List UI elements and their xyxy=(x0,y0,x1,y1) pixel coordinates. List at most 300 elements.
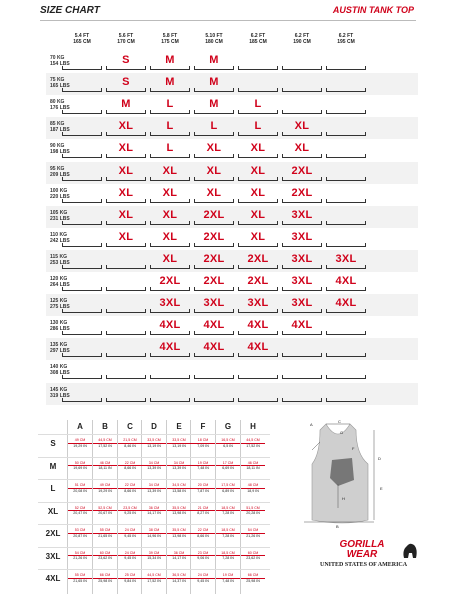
measure-in: 21,65 IN xyxy=(98,533,112,538)
cell-bracket xyxy=(282,177,322,181)
cell-bracket xyxy=(282,398,322,402)
cell-bracket xyxy=(282,199,322,203)
measure-cell xyxy=(93,573,117,583)
recommended-size: M xyxy=(209,54,219,66)
size-cell xyxy=(192,117,236,139)
cell-bracket xyxy=(238,199,278,203)
recommended-size: XL xyxy=(250,164,266,177)
size-cell xyxy=(192,139,236,161)
measure-cell xyxy=(118,573,142,583)
cell-bracket xyxy=(238,88,278,92)
measure-cm: 22 CM xyxy=(118,461,142,467)
measure-cm: 34,5 CM xyxy=(167,483,191,489)
measure-cell xyxy=(216,528,240,538)
cell-bracket xyxy=(238,132,278,136)
height-header-row xyxy=(0,33,452,51)
cell-bracket xyxy=(238,375,278,379)
measure-cell xyxy=(167,438,191,448)
recommended-size: 2XL xyxy=(247,252,269,265)
measure-in: 9,84 IN xyxy=(124,578,136,583)
measure-cell xyxy=(68,506,92,516)
measure-in: 13,19 IN xyxy=(172,443,186,448)
size-cell xyxy=(280,360,324,382)
measure-cell xyxy=(216,551,240,561)
recommended-size: XL xyxy=(118,120,134,133)
measure-cell xyxy=(142,438,166,448)
size-cell xyxy=(280,51,324,73)
size-cell xyxy=(192,95,236,117)
size-cell xyxy=(60,360,104,382)
measure-in: 7,87 IN xyxy=(197,488,209,493)
measure-cell xyxy=(191,551,215,561)
size-cell xyxy=(192,316,236,338)
size-cell xyxy=(148,162,192,184)
measure-cm: 51 CM xyxy=(68,483,92,489)
size-cell xyxy=(280,294,324,316)
measure-in: 19,29 IN xyxy=(73,443,87,448)
size-cell xyxy=(148,272,192,294)
weight-row xyxy=(46,95,418,117)
cell-bracket xyxy=(62,177,102,181)
recommended-size: 4XL xyxy=(159,341,181,354)
measure-in: 21,65 IN xyxy=(73,578,87,583)
measure-cell xyxy=(191,573,215,583)
measure-cm: 19 CM xyxy=(216,573,240,579)
measure-in: 14,17 IN xyxy=(147,511,161,515)
diagram-label: F xyxy=(352,446,355,451)
measure-size-label: 4XL xyxy=(45,574,61,583)
size-cell xyxy=(148,51,192,73)
weight-kg: 135 KG xyxy=(50,342,68,349)
weight-row xyxy=(46,272,418,294)
measure-cell xyxy=(216,438,240,448)
measure-cm: 49 CM xyxy=(68,438,92,444)
measure-in: 9,06 IN xyxy=(197,556,209,560)
cell-bracket xyxy=(238,66,278,70)
recommended-size: XL xyxy=(250,186,266,199)
cell-bracket xyxy=(282,221,322,225)
size-cell xyxy=(324,383,368,405)
cell-bracket xyxy=(282,331,322,335)
cell-bracket xyxy=(62,221,102,225)
cell-bracket xyxy=(326,331,366,335)
size-cell xyxy=(148,73,192,95)
recommended-size: 4XL xyxy=(247,341,269,354)
size-cell xyxy=(104,360,148,382)
measure-in: 6,89 IN xyxy=(222,488,234,493)
weight-kg: 110 KG xyxy=(50,231,67,238)
size-cell xyxy=(280,206,324,228)
size-cell xyxy=(148,117,192,139)
size-cell xyxy=(280,272,324,294)
cell-bracket xyxy=(194,66,234,70)
cell-bracket xyxy=(194,132,234,136)
diagram-label: A xyxy=(310,422,313,427)
size-cell xyxy=(280,338,324,360)
measure-cell xyxy=(191,461,215,471)
height-column-header xyxy=(192,33,236,45)
height-ft: 6.2 FT xyxy=(294,33,310,39)
cell-bracket xyxy=(282,110,322,114)
cell-bracket xyxy=(150,154,190,158)
size-cell xyxy=(324,294,368,316)
measure-in: 9,45 IN xyxy=(124,533,136,538)
measure-cm: 23,5 CM xyxy=(118,506,142,512)
measure-row xyxy=(38,479,270,500)
measure-cm: 16,5 CM xyxy=(216,438,240,444)
height-ft: 5.4 FT xyxy=(74,33,90,39)
measure-cm: 60 CM xyxy=(241,551,265,557)
height-cm: 195 CM xyxy=(337,39,355,45)
weight-kg: 125 KG xyxy=(50,298,68,305)
size-cell xyxy=(192,383,236,405)
measure-cm: 46 CM xyxy=(93,461,117,467)
recommended-size: L xyxy=(254,98,262,111)
measure-size-label: L xyxy=(50,484,56,493)
size-cell xyxy=(60,51,104,73)
diagram-label: E xyxy=(380,486,383,491)
size-cell xyxy=(148,228,192,250)
recommended-size: 2XL xyxy=(247,275,269,287)
measure-column-header: E xyxy=(176,422,182,431)
cell-bracket xyxy=(326,243,366,247)
cell-bracket xyxy=(238,309,278,313)
measure-cm: 21,5 CM xyxy=(118,438,142,444)
measure-cm: 55 CM xyxy=(93,528,117,534)
recommended-size: XL xyxy=(250,208,266,221)
size-cell xyxy=(60,383,104,405)
measure-cm: 21 CM xyxy=(191,506,215,512)
weight-row xyxy=(46,73,418,95)
recommended-size: XL xyxy=(118,142,134,155)
measure-cm: 44,5 CM xyxy=(93,438,117,444)
gorilla-icon xyxy=(400,540,420,560)
measure-in: 14,96 IN xyxy=(147,533,161,538)
recommended-size: XL xyxy=(206,164,222,177)
measure-cm: 33,5 CM xyxy=(167,438,191,444)
measure-cm: 53 CM xyxy=(68,528,92,534)
cell-bracket xyxy=(238,221,278,225)
measure-in: 6,69 IN xyxy=(222,466,234,470)
measure-row xyxy=(38,524,270,545)
cell-bracket xyxy=(326,309,366,313)
size-cell xyxy=(236,73,280,95)
height-ft: 6.2 FT xyxy=(250,33,266,39)
size-cell xyxy=(280,95,324,117)
weight-kg: 100 KG xyxy=(50,187,68,194)
measure-cell xyxy=(241,483,265,493)
size-cell xyxy=(148,206,192,228)
cell-bracket xyxy=(150,353,190,357)
measure-cell xyxy=(93,506,117,516)
measure-cell xyxy=(241,551,265,561)
size-cell xyxy=(148,139,192,161)
recommended-size: L xyxy=(166,98,174,111)
cell-bracket xyxy=(106,132,146,136)
weight-row xyxy=(46,294,418,316)
size-cell xyxy=(60,139,104,161)
measure-cell xyxy=(142,483,166,493)
measure-cm: 19 CM xyxy=(191,461,215,467)
diagram-label: D xyxy=(378,456,381,461)
diagram-label: H xyxy=(342,496,345,501)
cell-bracket xyxy=(150,243,190,247)
measure-cell xyxy=(93,528,117,538)
cell-bracket xyxy=(326,265,366,269)
recommended-size: XL xyxy=(294,120,310,133)
weight-kg: 145 KG xyxy=(50,386,68,393)
measure-cell xyxy=(167,461,191,471)
measure-cell xyxy=(142,461,166,471)
measure-cell xyxy=(216,573,240,583)
size-cell xyxy=(60,294,104,316)
measure-column-header: G xyxy=(224,422,232,431)
tank-top-diagram xyxy=(282,420,418,530)
measure-in: 23,62 IN xyxy=(98,556,112,560)
size-cell xyxy=(104,73,148,95)
height-cm: 165 CM xyxy=(73,39,91,45)
diagram-label: B xyxy=(336,524,339,529)
weight-kg: 120 KG xyxy=(50,276,68,282)
size-cell xyxy=(324,184,368,206)
size-cell xyxy=(104,250,148,272)
recommended-size: M xyxy=(165,76,175,89)
size-cell xyxy=(324,360,368,382)
recommended-size: XL xyxy=(294,142,310,155)
measure-in: 7,28 IN xyxy=(222,533,234,538)
recommended-size: S xyxy=(122,76,130,89)
measure-cm: 34 CM xyxy=(142,483,166,489)
cell-bracket xyxy=(194,177,234,181)
header-divider xyxy=(40,20,416,21)
recommended-size: 4XL xyxy=(247,319,269,332)
size-cell xyxy=(324,73,368,95)
weight-row xyxy=(46,51,418,73)
measure-cm: 24 CM xyxy=(191,573,215,579)
cell-bracket xyxy=(282,309,322,313)
measure-cm: 20 CM xyxy=(191,483,215,489)
recommended-size: 4XL xyxy=(335,275,357,287)
measure-cm: 54 CM xyxy=(68,551,92,557)
measure-row xyxy=(38,569,270,590)
measure-cell xyxy=(68,438,92,448)
size-cell xyxy=(324,139,368,161)
measure-cell xyxy=(68,551,92,561)
size-cell xyxy=(236,316,280,338)
size-cell xyxy=(280,383,324,405)
height-cm: 180 CM xyxy=(205,39,223,45)
size-cell xyxy=(192,294,236,316)
weight-row xyxy=(46,383,418,405)
recommended-size: 2XL xyxy=(203,230,225,243)
weight-kg: 105 KG xyxy=(50,209,68,216)
measure-in: 13,98 IN xyxy=(172,533,186,538)
weight-kg: 95 KG xyxy=(50,165,65,172)
measure-column-header: D xyxy=(151,422,157,431)
recommended-size: 2XL xyxy=(203,275,225,287)
recommended-size: XL xyxy=(206,186,222,199)
measure-in: 19,29 IN xyxy=(98,488,112,493)
size-cell xyxy=(324,117,368,139)
cell-bracket xyxy=(106,331,146,335)
size-cell xyxy=(280,316,324,338)
measure-in: 9,45 IN xyxy=(124,556,136,560)
recommended-size: 2XL xyxy=(291,164,313,177)
cell-bracket xyxy=(194,110,234,114)
size-cell xyxy=(192,228,236,250)
cell-bracket xyxy=(194,331,234,335)
cell-bracket xyxy=(238,265,278,269)
logo-line-1: GORILLA xyxy=(339,539,385,550)
size-cell xyxy=(148,95,192,117)
weight-row xyxy=(46,117,418,139)
measure-cm: 49 CM xyxy=(93,483,117,489)
recommended-size: XL xyxy=(250,230,266,243)
size-cell xyxy=(280,162,324,184)
diagram-label: G xyxy=(340,430,344,435)
weight-lbs: 253 LBS xyxy=(50,259,70,266)
recommended-size: M xyxy=(209,76,219,89)
measure-in: 14,37 IN xyxy=(172,578,186,583)
cell-bracket xyxy=(326,88,366,92)
cell-bracket xyxy=(326,132,366,136)
size-cell xyxy=(60,117,104,139)
measure-cell xyxy=(93,551,117,561)
cell-bracket xyxy=(62,331,102,335)
weight-kg: 90 KG xyxy=(50,143,65,150)
measure-cell xyxy=(216,506,240,516)
size-cell xyxy=(104,206,148,228)
measure-column-header: A xyxy=(77,422,83,431)
cell-bracket xyxy=(326,287,366,291)
weight-row xyxy=(46,338,418,360)
size-cell xyxy=(60,338,104,360)
cell-bracket xyxy=(238,154,278,158)
measure-in: 20,28 IN xyxy=(246,511,260,515)
size-cell xyxy=(192,206,236,228)
measure-cm: 51,5 CM xyxy=(241,506,265,512)
cell-bracket xyxy=(106,287,146,291)
size-cell xyxy=(148,250,192,272)
size-cell xyxy=(324,51,368,73)
measure-cell xyxy=(118,506,142,516)
cell-bracket xyxy=(106,154,146,158)
measure-column-header: B xyxy=(102,422,108,431)
size-cell xyxy=(192,73,236,95)
recommended-size: XL xyxy=(162,164,178,177)
measure-column-header: F xyxy=(200,422,206,431)
height-ft: 5.6 FT xyxy=(118,33,134,39)
cell-bracket xyxy=(62,88,102,92)
size-cell xyxy=(148,316,192,338)
height-column-header xyxy=(60,33,104,45)
height-column-header xyxy=(236,33,280,45)
measure-in: 17,52 IN xyxy=(147,578,161,583)
measure-size-label: 3XL xyxy=(45,551,61,561)
size-cell xyxy=(104,338,148,360)
measure-cell xyxy=(142,573,166,583)
measure-cm: 44,5 CM xyxy=(142,573,166,579)
size-cell xyxy=(104,139,148,161)
size-cell xyxy=(104,316,148,338)
recommended-size: XL xyxy=(162,208,178,221)
size-cell xyxy=(60,206,104,228)
cell-bracket xyxy=(62,353,102,357)
measure-cm: 50 CM xyxy=(68,461,92,467)
measure-in: 23,62 IN xyxy=(246,556,260,560)
size-cell xyxy=(60,73,104,95)
recommended-size: S xyxy=(122,54,130,66)
size-cell xyxy=(192,338,236,360)
cell-bracket xyxy=(194,154,234,158)
cell-bracket xyxy=(150,309,190,313)
measure-in: 7,48 IN xyxy=(197,466,209,470)
cell-bracket xyxy=(106,221,146,225)
measure-cell xyxy=(216,483,240,493)
recommended-size: 3XL xyxy=(291,297,313,310)
size-cell xyxy=(280,139,324,161)
recommended-size: 3XL xyxy=(291,252,313,265)
cell-bracket xyxy=(62,398,102,402)
measure-cm: 23 CM xyxy=(191,551,215,557)
size-cell xyxy=(236,228,280,250)
measure-in: 13,39 IN xyxy=(147,488,161,493)
measure-cell xyxy=(118,461,142,471)
recommended-size: 3XL xyxy=(291,275,313,287)
size-cell xyxy=(236,95,280,117)
size-cell xyxy=(236,250,280,272)
brand-tagline: UNITED STATES OF AMERICA xyxy=(320,562,408,568)
size-cell xyxy=(60,250,104,272)
cell-bracket xyxy=(238,353,278,357)
cell-bracket xyxy=(62,110,102,114)
measure-cell xyxy=(241,528,265,538)
measure-cm: 55 CM xyxy=(68,573,92,579)
cell-bracket xyxy=(326,221,366,225)
cell-bracket xyxy=(150,110,190,114)
cell-bracket xyxy=(238,398,278,402)
cell-bracket xyxy=(106,199,146,203)
weight-kg: 70 KG xyxy=(50,55,65,61)
size-cell xyxy=(148,184,192,206)
cell-bracket xyxy=(62,287,102,291)
cell-bracket xyxy=(106,398,146,402)
recommended-size: 3XL xyxy=(335,252,357,265)
measure-cm: 18 CM xyxy=(191,438,215,444)
weight-row xyxy=(46,360,418,382)
recommended-size: 4XL xyxy=(335,297,357,310)
measure-cm: 22 CM xyxy=(191,528,215,534)
measure-size-label: M xyxy=(49,461,57,471)
height-ft: 5.8 FT xyxy=(162,33,178,39)
size-cell xyxy=(324,206,368,228)
size-cell xyxy=(324,272,368,294)
size-cell xyxy=(236,338,280,360)
size-cell xyxy=(236,139,280,161)
measure-in: 6,5 IN xyxy=(223,443,233,448)
cell-bracket xyxy=(150,375,190,379)
cell-bracket xyxy=(282,265,322,269)
weight-lbs: 198 LBS xyxy=(50,149,70,156)
cell-bracket xyxy=(150,287,190,291)
height-column-header xyxy=(104,33,148,45)
measure-cell xyxy=(68,483,92,493)
size-cell xyxy=(104,228,148,250)
recommended-size: 3XL xyxy=(291,208,313,221)
size-cell xyxy=(236,184,280,206)
size-cell xyxy=(104,117,148,139)
height-ft: 5.10 FT xyxy=(205,33,223,39)
